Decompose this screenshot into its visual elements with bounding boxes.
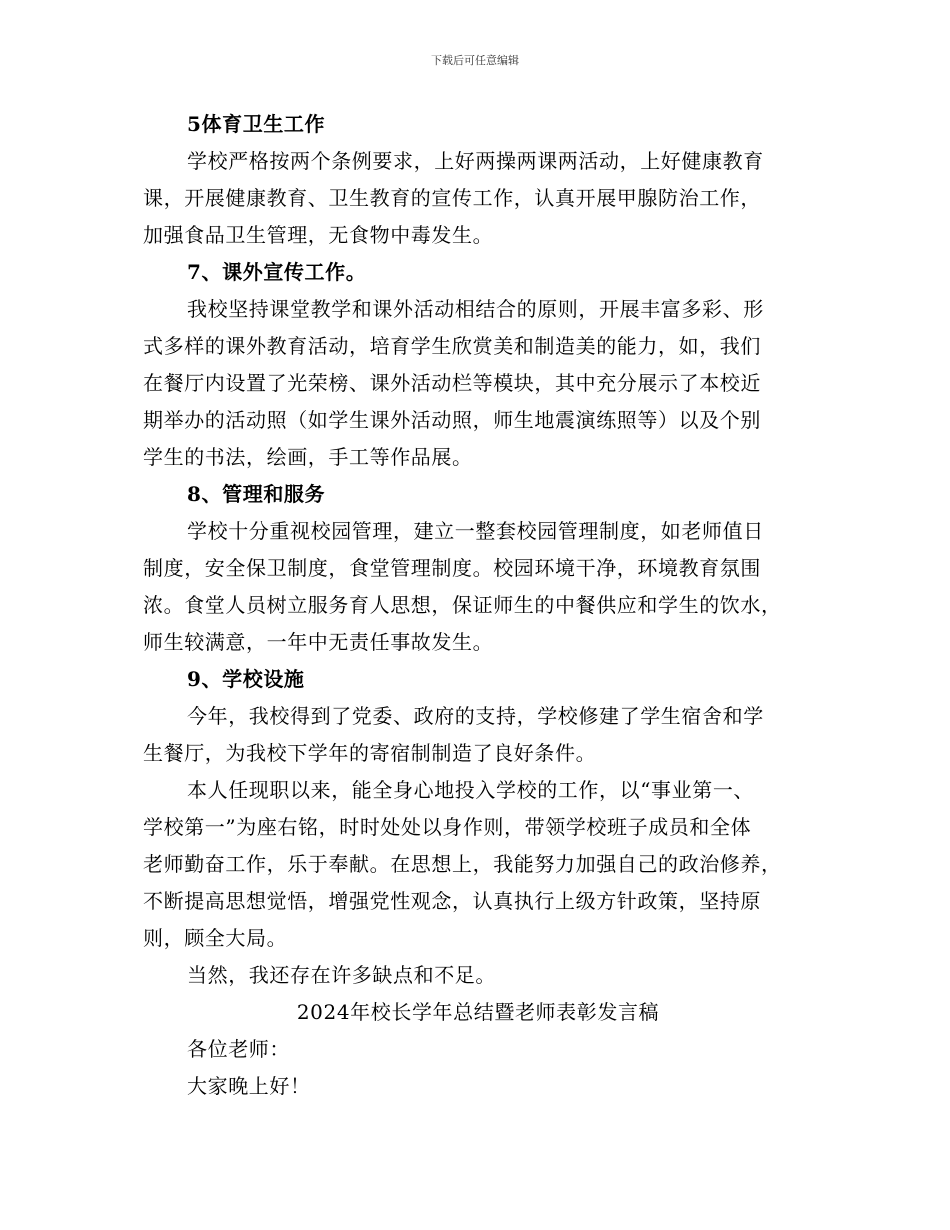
section-heading-extracurricular: 7、课外宣传工作。: [187, 260, 367, 284]
paragraph-line: 当然，我还存在许多缺点和不足。: [187, 963, 496, 987]
section-heading-facilities: 9、学校设施: [187, 667, 305, 691]
paragraph-line: 学生的书法，绘画，手工等作品展。: [143, 445, 473, 469]
paragraph-line: 式多样的课外教育活动，培育学生欣赏美和制造美的能力，如，我们: [143, 334, 761, 358]
salutation: 各位老师：: [187, 1037, 290, 1061]
paragraph-line: 学校严格按两个条例要求，上好两操两课两活动，上好健康教育: [187, 149, 764, 173]
paragraph-line: 老师勤奋工作，乐于奉献。在思想上，我能努力加强自己的政治修养，: [143, 852, 782, 876]
paragraph-line: 加强食品卫生管理，无食物中毒发生。: [143, 223, 494, 247]
greeting: 大家晚上好！: [187, 1074, 311, 1098]
paragraph-line: 生餐厅，为我校下学年的寄宿制制造了良好条件。: [143, 741, 597, 765]
paragraph-line: 不断提高思想觉悟，增强党性观念，认真执行上级方针政策，坚持原: [143, 889, 761, 913]
header-note: 下载后可任意编辑: [431, 54, 519, 67]
section-heading-sports-health: 5体育卫生工作: [187, 112, 326, 136]
paragraph-line: 则，顾全大局。: [143, 926, 288, 950]
paragraph-line: 我校坚持课堂教学和课外活动相结合的原则，开展丰富多彩、形: [187, 297, 764, 321]
paragraph-line: 课，开展健康教育、卫生教育的宣传工作，认真开展甲腺防治工作，: [143, 186, 761, 210]
paragraph-line: 浓。食堂人员树立服务育人思想，保证师生的中餐供应和学生的饮水，: [143, 593, 782, 617]
paragraph-line: 师生较满意，一年中无责任事故发生。: [143, 630, 494, 654]
paragraph-line: 本人任现职以来，能全身心地投入学校的工作，以“事业第一、: [187, 778, 755, 802]
paragraph-line: 学校十分重视校园管理，建立一整套校园管理制度，如老师值日: [187, 519, 764, 543]
document-body: [143, 106, 813, 1105]
paragraph-line: 制度，安全保卫制度，食堂管理制度。校园环境干净，环境教育氛围: [143, 556, 761, 580]
speech-title: 2024年校长学年总结暨老师表彰发言稿: [296, 1000, 660, 1024]
paragraph-line: 今年，我校得到了党委、政府的支持，学校修建了学生宿舍和学: [187, 704, 764, 728]
paragraph-line: 学校第一”为座右铭，时时处处以身作则，带领学校班子成员和全体: [143, 815, 752, 839]
paragraph-line: 期举办的活动照（如学生课外活动照，师生地震演练照等）以及个别: [143, 408, 761, 432]
paragraph-line: 在餐厅内设置了光荣榜、课外活动栏等模块，其中充分展示了本校近: [143, 371, 761, 395]
section-heading-management: 8、管理和服务: [187, 482, 326, 506]
